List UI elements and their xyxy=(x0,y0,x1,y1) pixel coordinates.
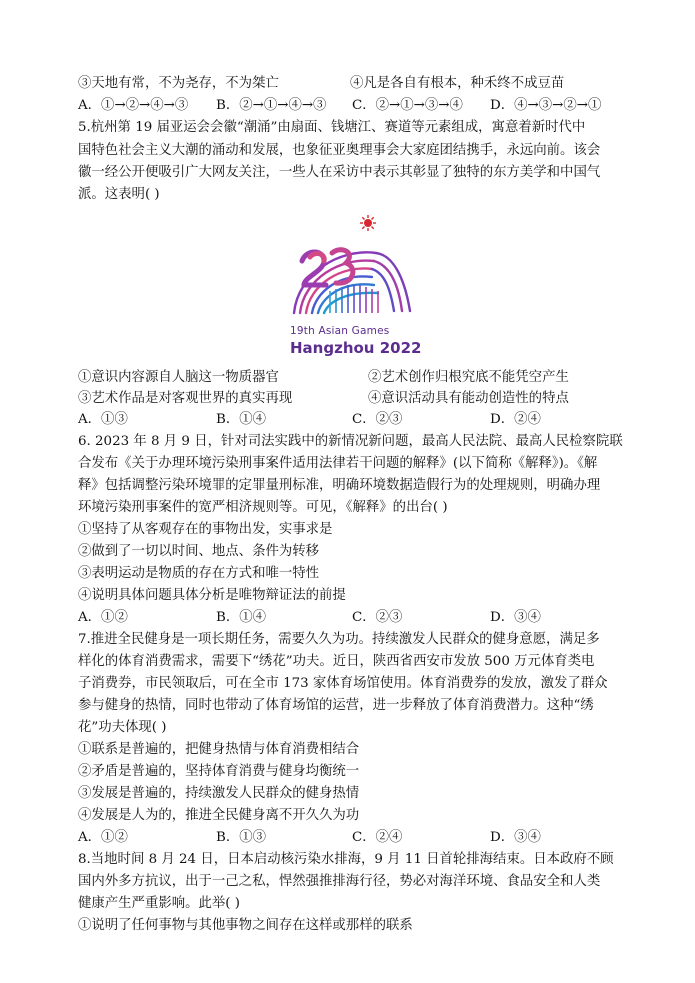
q5-stem-line-1: 5.杭州第 19 届亚运会会徽“潮涌”由扇面、钱塘江、赛道等元素组成，寓意着新时代中 xyxy=(78,120,586,135)
q7-stem-line-2: 样化的体育消费需求，需要下“绣花”功夫。近日，陕西省西安市发放 500 万元体育类电 xyxy=(78,654,595,669)
q6-statement-3: ③表明运动是物质的存在方式和唯一特性 xyxy=(78,566,320,581)
q6-option-b[interactable]: B．①④ xyxy=(216,610,267,625)
q6-stem-line-4: 环境污染刑事案件的宽严相济规则等。可见，《解释》的出台( ) xyxy=(78,500,448,515)
q4-option-b[interactable]: B．②→①→④→③ xyxy=(216,98,327,113)
q8-stem-line-1: 8.当地时间 8 月 24 日，日本启动核污染水排海，9 月 11 日首轮排海结束。日本政府不顾 xyxy=(78,852,614,867)
q8-statement-1: ①说明了任何事物与其他事物之间存在这样或那样的联系 xyxy=(78,918,413,933)
q7-stem-line-3: 子消费券，市民领取后，可在全市 173 家体育场馆使用。体育消费券的发放，激发了群众 xyxy=(78,676,608,691)
q6-statement-2: ②做到了一切以时间、地点、条件为转移 xyxy=(78,544,320,559)
q7-statement-3: ③发展是普遍的，持续激发人民群众的健身热情 xyxy=(78,786,360,801)
q7-statement-4: ④发展是人为的，推进全民健身离不开久久为功 xyxy=(78,808,360,823)
q7-stem-line-5: 花”功夫体现( ) xyxy=(78,720,167,735)
q4-option-d[interactable]: D．④→③→②→① xyxy=(490,98,602,113)
q5-option-c[interactable]: C．②③ xyxy=(352,412,403,427)
q6-option-d[interactable]: D．③④ xyxy=(490,610,541,625)
q6-option-c[interactable]: C．②③ xyxy=(352,610,403,625)
q5-option-a[interactable]: A．①③ xyxy=(78,412,128,427)
q4-statement-4: ④凡是各自有根本，种禾终不成豆苗 xyxy=(350,76,565,91)
q4-option-c[interactable]: C．②→①→③→④ xyxy=(352,98,463,113)
q6-option-a[interactable]: A．①② xyxy=(78,610,128,625)
q4-option-a[interactable]: A．①→②→④→③ xyxy=(78,98,189,113)
q5-statement-2: ②艺术创作归根究底不能凭空产生 xyxy=(368,370,569,385)
q7-option-b[interactable]: B．①③ xyxy=(216,830,267,845)
q5-option-b[interactable]: B．①④ xyxy=(216,412,267,427)
emblem-caption-line-1: 19th Asian Games xyxy=(290,325,390,337)
q8-stem-line-2: 国内外多方抗议，出于一己之私，悍然强推排海行径，势必对海洋环境、食品安全和人类 xyxy=(78,874,601,889)
q7-statement-1: ①联系是普遍的，把健身热情与体育消费相结合 xyxy=(78,742,360,757)
q5-statement-3: ③艺术作品是对客观世界的真实再现 xyxy=(78,391,293,406)
q6-stem-line-1: 6. 2023 年 8 月 9 日，针对司法实践中的新情况新问题，最高人民法院、最高人民检察院联 xyxy=(78,434,623,449)
q7-option-a[interactable]: A．①② xyxy=(78,830,128,845)
q7-stem-line-4: 参与健身的热情，同时也带动了体育场馆的运营，进一步释放了体育消费潜力。这种“绣 xyxy=(78,698,594,713)
q4-statement-3: ③天地有常，不为尧存，不为桀亡 xyxy=(78,76,279,91)
q8-stem-line-3: 健康产生严重影响。此举( ) xyxy=(78,896,241,911)
q7-stem-line-1: 7.推进全民健身是一项长期任务，需要久久为功。持续激发人民群众的健身意愿，满足多 xyxy=(78,632,600,647)
q5-statement-1: ①意识内容源自人脑这一物质器官 xyxy=(78,370,279,385)
q5-stem-line-3: 徽一经公开便吸引广大网友关注，一些人在采访中表示其彰显了独特的东方美学和中国气 xyxy=(78,165,601,180)
q6-stem-line-3: 释》包括调整污染环境罪的定罪量刑标准，明确环境数据造假行为的处理规则，明确办理 xyxy=(78,478,601,493)
q5-option-d[interactable]: D．②④ xyxy=(490,412,541,427)
q7-statement-2: ②矛盾是普遍的，坚持体育消费与健身均衡统一 xyxy=(78,764,360,779)
q5-stem-line-2: 国特色社会主义大潮的涌动和发展，也象征亚奥理事会大家庭团结携手，永远向前。该会 xyxy=(78,143,601,158)
q6-statement-1: ①坚持了从客观存在的事物出发，实事求是 xyxy=(78,522,333,537)
q5-statement-4: ④意识活动具有能动创造性的特点 xyxy=(368,391,569,406)
q6-statement-4: ④说明具体问题具体分析是唯物辩证法的前提 xyxy=(78,588,346,603)
emblem-graphic xyxy=(280,213,420,328)
q5-stem-line-4: 派。这表明( ) xyxy=(78,187,160,202)
oca-sun-icon xyxy=(360,215,376,231)
emblem-caption-line-2: Hangzhou 2022 xyxy=(290,339,422,357)
q6-stem-line-2: 合发布《关于办理环境污染刑事案件适用法律若干问题的解释》(以下简称《解释》)。《解 xyxy=(78,456,598,471)
q7-option-d[interactable]: D．③④ xyxy=(490,830,541,845)
q7-option-c[interactable]: C．②④ xyxy=(352,830,403,845)
